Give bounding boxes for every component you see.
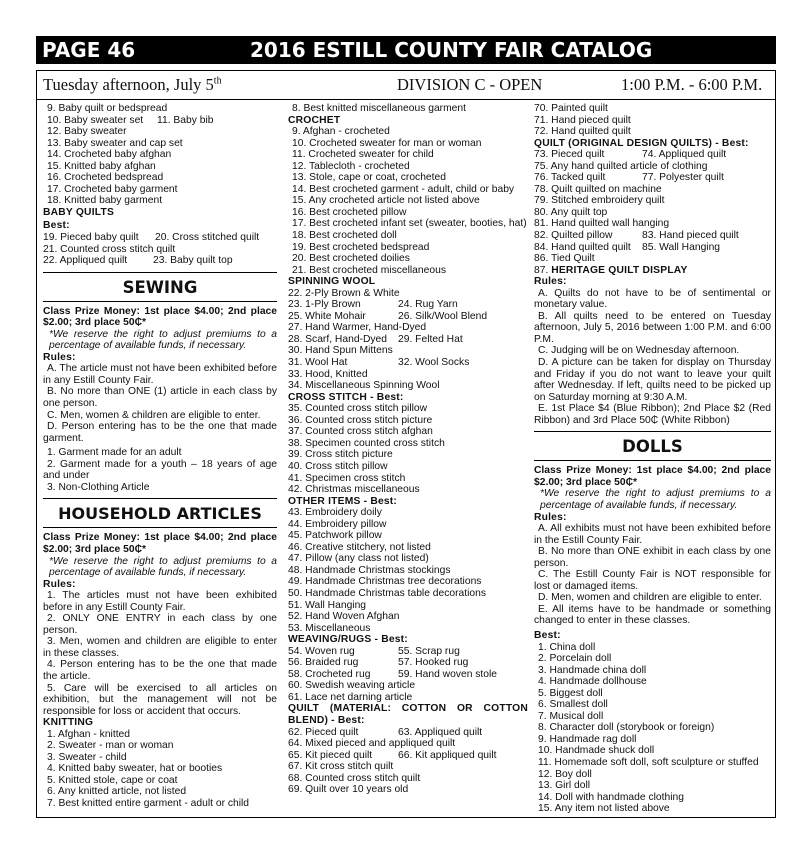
- list-item: 13. Stole, cape or coat, crocheted: [292, 172, 446, 184]
- dolls-rules: [534, 523, 771, 627]
- list-item: 17. Crocheted baby garment: [47, 183, 178, 195]
- list-item: 18. Knitted baby garment: [47, 195, 163, 207]
- dolls-prize: Class Prize Money: 1st place $4.00; 2nd place $2.00; 3rd place 50₵*: [534, 465, 771, 488]
- household-prize: Class Prize Money: 1st place $4.00; 2nd place $2.00; 3rd place 50₵*: [43, 532, 277, 555]
- list-item: 12. Boy doll: [538, 768, 592, 780]
- list-item: 3. Handmade china doll: [538, 664, 647, 676]
- list-item: 2. Sweater - man or woman: [47, 740, 174, 752]
- list-item: 53. Miscellaneous: [288, 622, 371, 634]
- baby-items: [43, 103, 277, 115]
- section-divider: [534, 460, 771, 461]
- list-item: 38. Specimen counted cross stitch: [288, 437, 445, 449]
- list-item: 61. Lace net darning article: [288, 691, 413, 703]
- section-divider: [43, 527, 277, 528]
- weaving-heading: WEAVING/RUGS - Best:: [288, 634, 408, 646]
- list-item: 70. Painted quilt: [534, 103, 608, 114]
- list-item: 67. Kit cross stitch quilt: [288, 761, 394, 773]
- rule-item: B. All quilts need to be entered on Tuesday afternoon, July 5, 2016 between 1:00 P.M. and 6:00 P.M.: [534, 310, 771, 345]
- list-item: 81. Hand quilted wall hanging: [534, 218, 670, 230]
- class-item: 64. Mixed pieced and appliqued quilt: [288, 738, 456, 750]
- rule-item: 2. Garment made for a youth – 18 years of age and under: [43, 458, 277, 482]
- list-item: 9. Baby quilt or bedspread: [47, 103, 168, 114]
- rule-item: E. 1st Place $4 (Blue Ribbon); 2nd Place $2 (Red Ribbon) and 3rd Place 50₵ (White Ribbon): [534, 403, 771, 426]
- cross-stitch-heading: CROSS STITCH - Best:: [288, 391, 404, 403]
- rule-item: D. A picture can be taken for display on Thursday and Friday if you do not want to leave your quilt after Wednesday. If left, quilts need to be picked up on Saturday morning at 9:30 A.M.: [534, 357, 771, 403]
- quilt-items: [288, 761, 528, 796]
- original-design-heading: QUILT (ORIGINAL DESIGN QUILTS) - Best:: [534, 137, 749, 149]
- list-item: 7. Musical doll: [538, 710, 604, 722]
- class-item: 8. Best knitted miscellaneous garment: [292, 103, 466, 114]
- class-pair: 22. Appliqued quilt 23. Baby quilt top: [43, 255, 233, 267]
- class-pair: 28. Scarf, Hand-Dyed 29. Felted Hat: [288, 333, 463, 345]
- list-item: 7. Best knitted entire garment - adult or child: [47, 797, 250, 809]
- list-item: 13. Baby sweater and cap set: [47, 137, 183, 149]
- rules-label: Rules:: [534, 511, 567, 523]
- other-items-heading: OTHER ITEMS - Best:: [288, 495, 398, 507]
- list-item: 1. China doll: [538, 641, 596, 653]
- class-pair: 76. Tacked quilt 77. Polyester quilt: [534, 172, 724, 184]
- list-item: 6. Any knitted article, not listed: [47, 786, 187, 798]
- list-item: 68. Counted cross stitch quilt: [288, 772, 421, 784]
- list-item: 4. Handmade dollhouse: [538, 676, 647, 688]
- list-item: 40. Cross stitch pillow: [288, 460, 388, 472]
- cross-stitch-items: [288, 403, 528, 495]
- list-item: 39. Cross stitch picture: [288, 449, 393, 461]
- rule-item: 1. The articles must not have been exhibited before in any Estill County Fair.: [43, 590, 277, 613]
- rules-label: Rules:: [534, 276, 567, 288]
- class-item: 30. Hand Spun Mittens: [288, 345, 393, 357]
- page-number: PAGE 46: [42, 38, 136, 62]
- household-reserve: *We reserve the right to adjust premiums to a percentage of available funds, if necessary.: [49, 555, 277, 579]
- crochet-heading: CROCHET: [288, 114, 341, 126]
- list-item: 16. Crocheted bedspread: [47, 172, 164, 184]
- list-item: 12. Baby sweater: [47, 126, 127, 138]
- baby-items: [43, 126, 277, 207]
- list-item: 1. Afghan - knitted: [47, 728, 131, 740]
- household-heading: HOUSEHOLD ARTICLES: [58, 504, 262, 524]
- schedule-header: [37, 71, 775, 100]
- list-item: 41. Specimen cross stitch: [288, 472, 406, 484]
- list-item: 80. Any quilt top: [534, 206, 608, 218]
- best-label: Best:: [43, 220, 70, 232]
- class-pair: 73. Pieced quilt 74. Appliqued quilt: [534, 149, 727, 161]
- list-item: 5. Knitted stole, cape or coat: [47, 774, 178, 786]
- schedule-time: 1:00 P.M. - 6:00 P.M.: [621, 75, 763, 94]
- rule-item: C. Judging will be on Wednesday afternoon.: [538, 345, 740, 357]
- list-item: 33. Hood, Knitted: [288, 368, 368, 380]
- rule-item: C. The Estill County Fair is NOT responsible for lost or damaged items.: [534, 569, 771, 592]
- sewing-prize: Class Prize Money: 1st place $4.00; 2nd place $2.00; 3rd place 50₵*: [43, 305, 277, 329]
- list-item: 51. Wall Hanging: [288, 599, 367, 611]
- dolls-items: [534, 642, 771, 815]
- class-pair: 56. Braided rug 57. Hooked rug: [288, 657, 469, 669]
- list-item: 8. Character doll (storybook or foreign): [538, 722, 715, 734]
- class-item: 21. Counted cross stitch quilt: [43, 243, 176, 255]
- list-item: 60. Swedish weaving article: [288, 680, 416, 692]
- list-item: 19. Best crocheted bedspread: [292, 241, 430, 253]
- list-item: 18. Best crocheted doll: [292, 230, 397, 242]
- rule-item: A. Quilts do not have to be of sentimental or monetary value.: [534, 287, 771, 311]
- list-item: 3. Sweater - child: [47, 751, 127, 763]
- list-item: 71. Hand pieced quilt: [534, 114, 631, 126]
- original-items: [534, 184, 771, 230]
- spinning-items: [288, 369, 528, 392]
- class-pair: 54. Woven rug 55. Scrap rug: [288, 645, 460, 657]
- list-item: 13. Girl doll: [538, 780, 591, 792]
- list-item: 15. Any item not listed above: [538, 803, 670, 815]
- section-divider: [43, 498, 277, 499]
- catalog-frame: [36, 70, 776, 818]
- list-item: 34. Miscellaneous Spinning Wool: [288, 380, 440, 392]
- list-item: 44. Embroidery pillow: [288, 518, 387, 530]
- knitting-items: [43, 729, 277, 810]
- rule-item: 3. Non-Clothing Article: [47, 481, 150, 493]
- list-item: 69. Quilt over 10 years old: [288, 784, 409, 796]
- list-item: 14. Doll with handmade clothing: [538, 791, 684, 803]
- list-item: 43. Embroidery doily: [288, 507, 382, 519]
- list-item: 47. Pillow (any class not listed): [288, 553, 429, 565]
- section-divider: [43, 272, 277, 273]
- rule-item: 3. Men, women and children are eligible to enter in these classes.: [43, 636, 277, 659]
- class-pair: 62. Pieced quilt 63. Appliqued quilt: [288, 726, 483, 738]
- section-divider: [43, 301, 277, 302]
- dolls-reserve: *We reserve the right to adjust premiums to a percentage of available funds, if necessary.: [540, 488, 771, 511]
- page-banner: [36, 36, 776, 64]
- list-item: 2. Porcelain doll: [538, 653, 612, 665]
- rule-item: C. Men, women & children are eligible to enter.: [47, 409, 261, 421]
- column-2: [288, 103, 528, 796]
- rule-item: 2. ONLY ONE ENTRY in each class by one person.: [43, 613, 277, 636]
- class-pair: 31. Wool Hat 32. Wool Socks: [288, 357, 470, 369]
- list-item: 11. Crocheted sweater for child: [292, 149, 434, 161]
- baby-quilts-heading: BABY QUILTS: [43, 206, 115, 218]
- list-item: 14. Best crocheted garment - adult, child or baby: [292, 183, 515, 195]
- list-item: 4. Knitted baby sweater, hat or booties: [47, 763, 223, 775]
- rule-item: A. All exhibits must not have been exhibited before in the Estill County Fair.: [534, 523, 771, 546]
- class-item: 75. Any hand quilted article of clothing: [534, 160, 708, 172]
- list-item: 45. Patchwork pillow: [288, 530, 382, 542]
- quilt-items: [534, 103, 771, 138]
- rule-item: 4. Person entering has to be the one that made the article.: [43, 659, 277, 682]
- rule-item: B. No more than ONE exhibit in each class by one person.: [534, 546, 771, 569]
- list-item: 48. Handmade Christmas stockings: [288, 564, 451, 576]
- sewing-heading: SEWING: [122, 277, 198, 297]
- division-label: DIVISION C - OPEN: [397, 75, 543, 94]
- list-item: 52. Hand Woven Afghan: [288, 611, 400, 623]
- heritage-rules: [534, 288, 771, 427]
- best-label: Best:: [534, 629, 561, 641]
- dolls-heading: DOLLS: [622, 437, 683, 457]
- list-item: 15. Knitted baby afghan: [47, 160, 156, 172]
- rule-item: 5. Care will be exercised to all articles on exhibition, but the management will not be responsible for loss or accident that occurs.: [43, 682, 277, 717]
- list-item: 9. Afghan - crocheted: [292, 126, 390, 138]
- rule-item: D. Men, women and children are eligible to enter.: [538, 592, 762, 604]
- rule-item: A. The article must not have been exhibited before in any Estill County Fair.: [43, 363, 277, 386]
- sewing-reserve: *We reserve the right to adjust premiums to a percentage of available funds, if necessary.: [49, 328, 277, 352]
- list-item: 16. Best crocheted pillow: [292, 206, 407, 218]
- sewing-rules: [43, 363, 277, 444]
- sewing-classes: [43, 447, 277, 493]
- list-item: 72. Hand quilted quilt: [534, 126, 631, 138]
- other-items: [288, 507, 528, 634]
- schedule-day: Tuesday afternoon, July 5th: [43, 75, 222, 94]
- list-item: 50. Handmade Christmas table decorations: [288, 587, 487, 599]
- rule-item: 1. Garment made for an adult: [47, 447, 182, 459]
- list-item: 9. Handmade rag doll: [538, 733, 637, 745]
- list-item: 37. Counted cross stitch afghan: [288, 426, 433, 438]
- knitting-heading: KNITTING: [43, 717, 94, 729]
- class-pair: 19. Pieced baby quilt 20. Cross stitched quilt: [43, 232, 260, 244]
- list-item: 21. Best crocheted miscellaneous: [292, 264, 446, 276]
- class-pair: 10. Baby sweater set 11. Baby bib: [47, 114, 214, 126]
- heritage-heading: 87. HERITAGE QUILT DISPLAY: [534, 264, 688, 276]
- rule-item: E. All items have to be handmade or something changed to enter in these classes.: [534, 603, 771, 627]
- catalog-title: 2016 ESTILL COUNTY FAIR CATALOG: [250, 38, 653, 62]
- quilt-material-heading: QUILT (MATERIAL: COTTON OR COTTON BLEND) - Best:: [288, 703, 528, 726]
- list-item: 36. Counted cross stitch picture: [288, 414, 433, 426]
- rules-label: Rules:: [43, 578, 76, 590]
- list-item: 12. Tablecloth - crocheted: [292, 160, 410, 172]
- household-rules: [43, 590, 277, 717]
- class-pair: 84. Hand quilted quilt 85. Wall Hanging: [534, 241, 721, 253]
- list-item: 49. Handmade Christmas tree decorations: [288, 576, 482, 588]
- rules-label: Rules:: [43, 351, 76, 363]
- list-item: 6. Smallest doll: [538, 699, 608, 711]
- rule-item: D. Person entering has to be the one that made garment.: [43, 421, 277, 444]
- rule-item: B. No more than ONE (1) article in each class by one person.: [43, 386, 277, 410]
- class-item: 86. Tied Quilt: [534, 253, 595, 265]
- spinning-heading: SPINNING WOOL: [288, 276, 376, 288]
- list-item: 15. Any crocheted article not listed above: [292, 195, 480, 207]
- list-item: 78. Quilt quilted on machine: [534, 183, 662, 195]
- class-pair: 23. 1-Ply Brown 24. Rug Yarn: [288, 299, 458, 311]
- list-item: 17. Best crocheted infant set (sweater, booties, hat): [292, 218, 527, 230]
- list-item: 46. Creative stitchery, not listed: [288, 541, 431, 553]
- crochet-items: [288, 126, 528, 276]
- class-pair: 65. Kit pieced quilt 66. Kit appliqued quilt: [288, 749, 497, 761]
- list-item: 35. Counted cross stitch pillow: [288, 403, 428, 415]
- class-pair: 58. Crocheted rug 59. Hand woven stole: [288, 668, 498, 680]
- column-3: [534, 103, 771, 815]
- column-1: [43, 103, 277, 810]
- class-item: 22. 2-Ply Brown & White: [288, 287, 400, 299]
- class-pair: 82. Quilted pillow 83. Hand pieced quilt: [534, 230, 739, 242]
- list-item: 11. Homemade soft doll, soft sculpture or stuffed: [538, 756, 759, 768]
- list-item: 79. Stitched embroidery quilt: [534, 195, 665, 207]
- list-item: 10. Handmade shuck doll: [538, 745, 655, 757]
- list-item: 5. Biggest doll: [538, 687, 603, 699]
- list-item: 14. Crocheted baby afghan: [47, 149, 172, 161]
- class-item: 27. Hand Warmer, Hand-Dyed: [288, 322, 427, 334]
- weaving-items: [288, 680, 528, 703]
- list-item: 20. Best crocheted doilies: [292, 253, 410, 265]
- class-pair: 25. White Mohair 26. Silk/Wool Blend: [288, 310, 488, 322]
- list-item: 10. Crocheted sweater for man or woman: [292, 137, 482, 149]
- section-divider: [534, 431, 771, 432]
- list-item: 42. Christmas miscellaneous: [288, 484, 420, 496]
